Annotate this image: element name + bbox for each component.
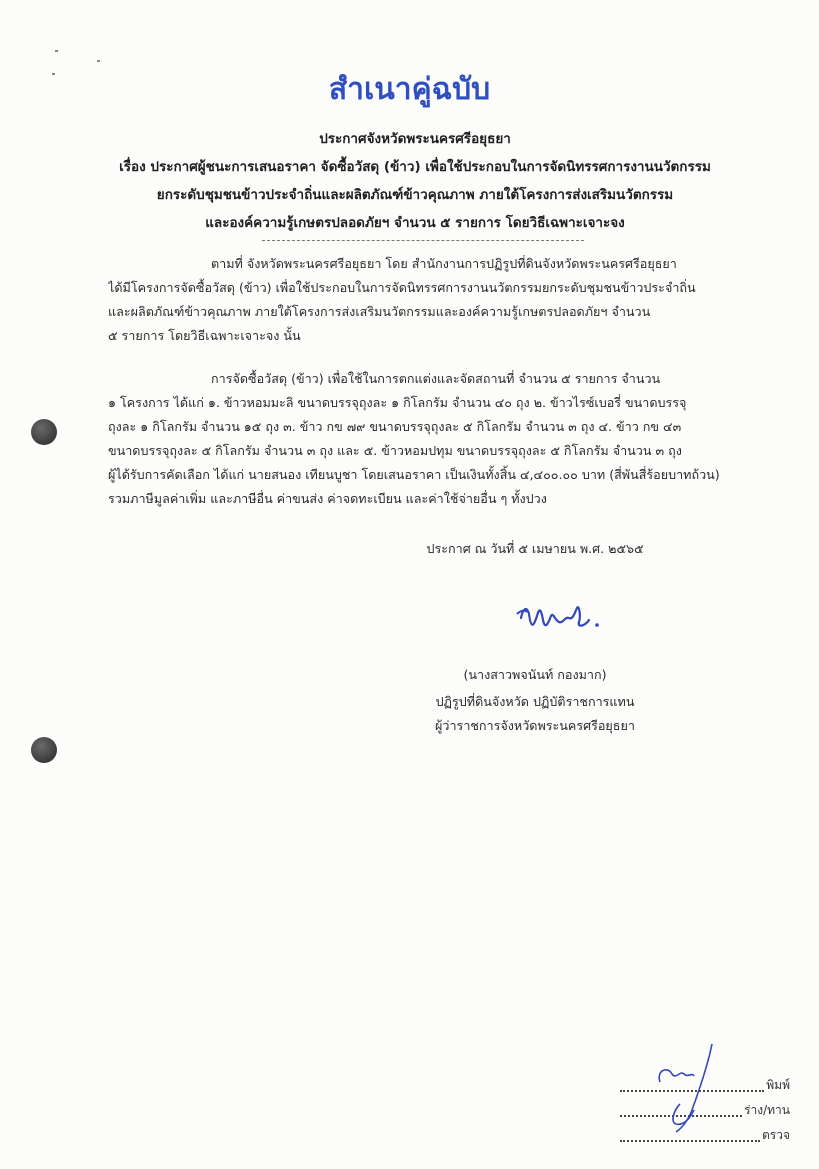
handwritten-signature [515,598,615,640]
announcement-subject-line-3: และองค์ความรู้เกษตรปลอดภัยฯ จำนวน ๕ รายการ โดยวิธีเฉพาะเจาะจง [205,215,625,231]
announcement-issuer: ประกาศจังหวัดพระนครศรีอยุธยา [319,131,511,147]
initials-signature [650,1040,730,1150]
routing-label: ตรวจ [761,1128,790,1142]
paragraph-line: การจัดซื้อวัสดุ (ข้าว) เพื่อใช้ในการตกแต่งและจัดสถานที่ จำนวน ๕ รายการ จำนวน [211,371,661,386]
routing-label: ร่าง/ทาน [744,1103,790,1117]
paragraph-background [108,252,736,348]
announcement-date: ประกาศ ณ วันที่ ๕ เมษายน พ.ศ. ๒๕๖๕ [426,541,644,556]
paragraph-line: ขนาดบรรจุถุงละ ๕ กิโลกรัม จำนวน ๓ ถุง และ ๕. ข้าวหอมปทุม ขนาดบรรจุถุงละ ๕ กิโลกรัม จำนวน ๓ ถุง [108,443,682,458]
scan-speck [52,73,55,75]
paragraph-line: ตามที่ จังหวัดพระนครศรีอยุธยา โดย สำนักงานการปฏิรูปที่ดินจังหวัดพระนครศรีอยุธยา [211,256,677,271]
paragraph-line: ๕ รายการ โดยวิธีเฉพาะเจาะจง นั้น [108,328,301,343]
copy-stamp-title: สำเนาคู่ฉบับ [328,72,491,107]
scan-speck [55,50,58,52]
routing-label: พิมพ์ [766,1078,790,1092]
paragraph-line: ถุงละ ๑ กิโลกรัม จำนวน ๑๕ ถุง ๓. ข้าว กข ๗๙ ขนาดบรรจุถุงละ ๕ กิโลกรัม จำนวน ๓ ถุง ๔. ข้าว กข ๔๓ [108,419,682,434]
paragraph-line: และผลิตภัณฑ์ข้าวคุณภาพ ภายใต้โครงการส่งเสริมนวัตกรรมและองค์ความรู้เกษตรปลอดภัยฯ จำนวน [108,304,651,319]
punch-hole [31,419,57,445]
signatory-name: (นางสาวพจนันท์ กองมาก) [463,667,607,682]
announcement-subject-line-1: เรื่อง ประกาศผู้ชนะการเสนอราคา จัดซื้อวัสดุ (ข้าว) เพื่อใช้ประกอบในการจัดนิทรรศการงานนวัตกรรม [119,159,711,175]
paragraph-line: ๑ โครงการ ได้แก่ ๑. ข้าวหอมมะลิ ขนาดบรรจุถุงละ ๑ กิโลกรัม จำนวน ๔๐ ถุง ๒. ข้าวไรซ์เบอรี่ ขนาดบรรจุ [108,395,687,410]
paragraph-line: ผู้ได้รับการคัดเลือก ได้แก่ นายสนอง เทียนบูชา โดยเสนอราคา เป็นเงินทั้งสิ้น ๔,๔๐๐.๐๐ บาท (สี่พันสี่ร้อยบาทถ้วน) [108,467,720,482]
signatory-title-governor: ผู้ว่าราชการจังหวัดพระนครศรีอยุธยา [435,718,635,733]
paragraph-line: ได้มีโครงการจัดซื้อวัสดุ (ข้าว) เพื่อใช้ประกอบในการจัดนิทรรศการงานนวัตกรรมยกระดับชุมชนข้าวประจำถิ่น [108,280,696,295]
paragraph-line: รวมภาษีมูลค่าเพิ่ม และภาษีอื่น ค่าขนส่ง ค่าจดทะเบียน และค่าใช้จ่ายอื่น ๆ ทั้งปวง [108,491,547,506]
signatory-title: ปฏิรูปที่ดินจังหวัด ปฏิบัติราชการแทน [435,694,635,709]
scan-speck [97,60,100,62]
dashed-divider [262,240,584,241]
paragraph-procurement-details [108,367,736,511]
announcement-subject-line-2: ยกระดับชุมชนข้าวประจำถิ่นและผลิตภัณฑ์ข้าวคุณภาพ ภายใต้โครงการส่งเสริมนวัตกรรม [156,187,674,203]
punch-hole [31,737,57,763]
